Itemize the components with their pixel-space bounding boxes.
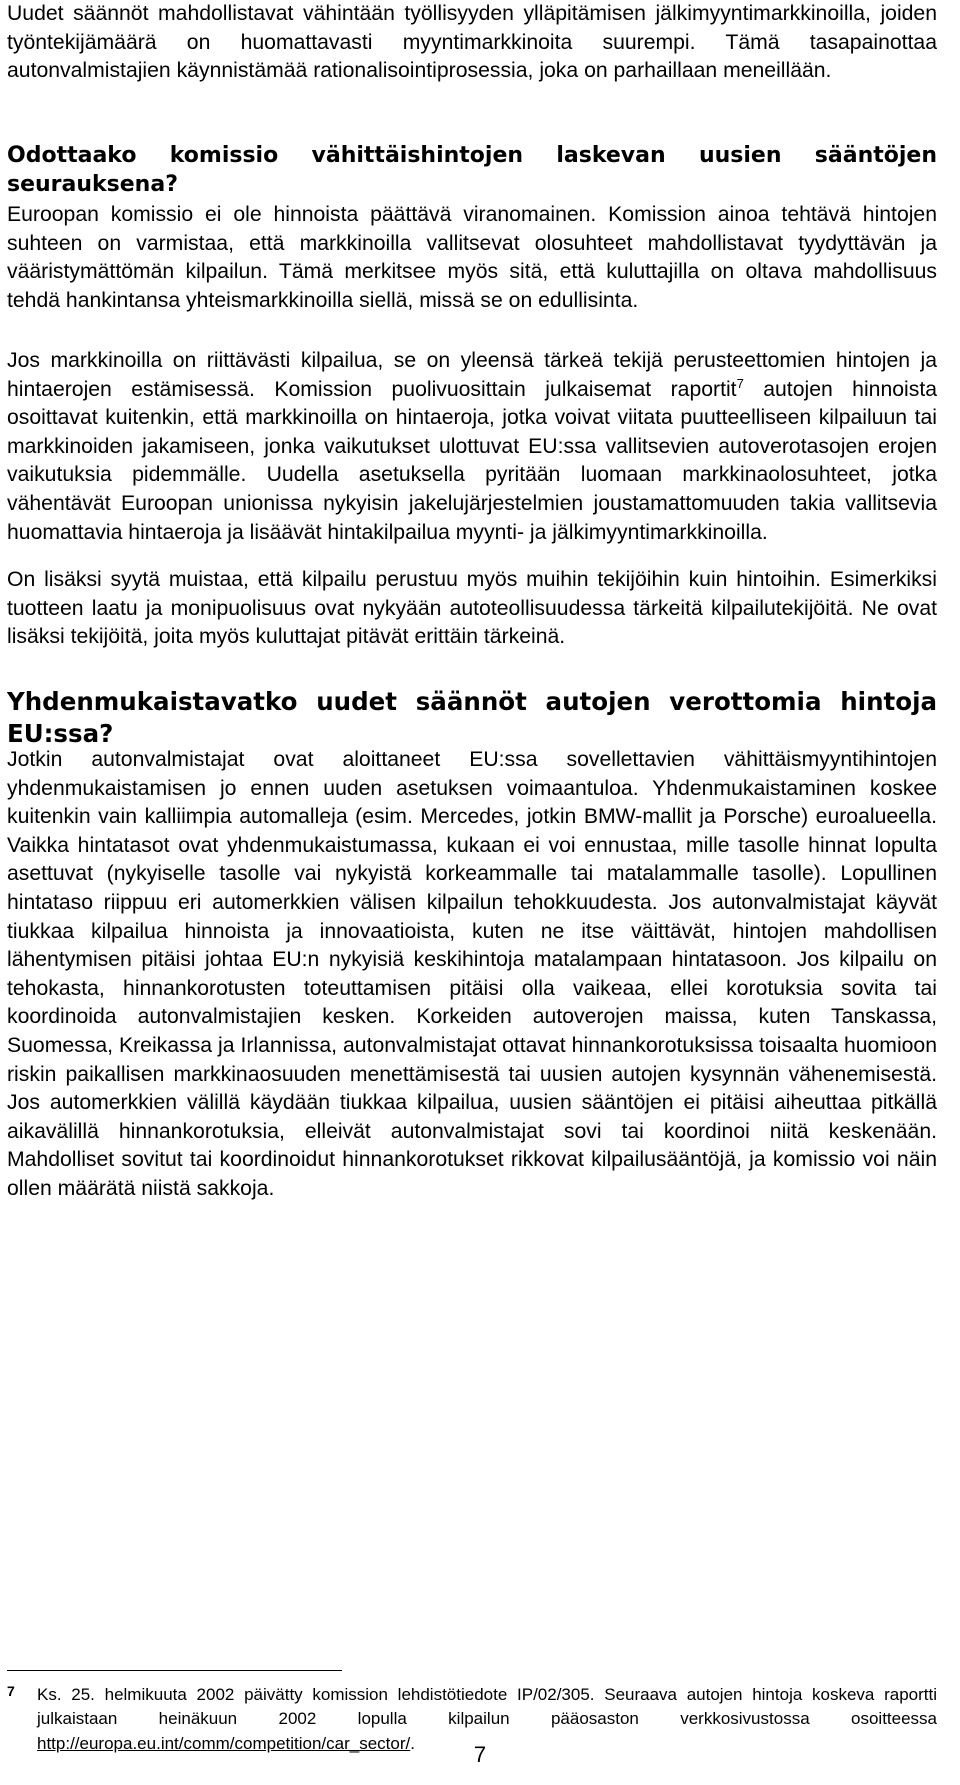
footnote-number: 7 bbox=[7, 1683, 15, 1699]
intro-paragraph: Uudet säännöt mahdollistavat vähintään työllisyyden ylläpitämisen jälkimyyntimarkkinoilla, joiden työntekijämäärä on huomattavasti myyntimarkkinoita suurempi. Tämä tasapainottaa autonvalmistajien käynnistämää rationalisointiprosessia, joka on parhaillaan meneillään. bbox=[7, 2, 937, 83]
question-heading-prices: Odottaako komissio vähittäishintojen laskevan uusien sääntöjen seurauksena? bbox=[7, 143, 937, 197]
question-heading-harmonisation: Yhdenmukaistavatko uudet säännöt autojen verottomia hintoja EU:ssa? bbox=[7, 687, 937, 748]
footnote-body: Ks. 25. helmikuuta 2002 päivätty komission lehdistötiedote IP/02/305. Seuraava autojen hintoja koskeva raportti julkaistaan heinäkuun 2002 lopulla kilpailun pääosaston verkkosivustossa osoitteessa bbox=[37, 1685, 937, 1729]
paragraph-price-differences-end: autojen hinnoista osoittavat kuitenkin, että markkinoilla on hintaeroja, jotka voivat viitata puutteelliseen kilpailuun tai markkinoiden jakamiseen, jonka vaikutukset ulottuvat EU:ssa vallitsevien autoverotasojen erojen vaikutuksia pidemmälle. Uudella asetuksella pyritään luomaan markkinaolosuhteet, jotka vähentävät Euroopan unionissa nykyisin jakelujärjestelmien joustamattomuuden takia vallitsevia huomattavia hintaeroja ja lisäävät hintakilpailua myynti- ja jälkimyyntimarkkinoilla. bbox=[7, 377, 937, 544]
page-number: 7 bbox=[473, 1742, 487, 1767]
footnote-reference: 7 bbox=[736, 375, 744, 391]
paragraph-commission-role: Euroopan komissio ei ole hinnoista päättävä viranomainen. Komission ainoa tehtävä hintojen suhteen on varmistaa, että markkinoilla vallitsevat olosuhteet mahdollistavat tyydyttävän ja vääristymättömän kilpailun. Tämä merkitsee myös sitä, että kuluttajilla on oltava mahdollisuus tehdä hankintansa yhteismarkkinoilla siellä, missä se on edullisinta. bbox=[7, 203, 937, 312]
footnote-divider bbox=[7, 1670, 342, 1671]
footnote-end: . bbox=[410, 1733, 415, 1753]
paragraph-harmonisation: Jotkin autonvalmistajat ovat aloittaneet EU:ssa sovellettavien vähittäismyyntihintojen yhdenmukaistamisen jo ennen uuden asetuksen voimaantuloa. Yhdenmukaistaminen koskee kuitenkin vain kalliimpia automalleja (esim. Mercedes, jotkin BMW-mallit ja Porsche) euroalueella. Vaikka hintatasot ovat yhdenmukaistumassa, kukaan ei voi ennustaa, mille tasolle hinnat lopulta asettuvat (nykyiselle tasolle vai nykyistä korkeammalle tai matalammalle tasolle). Lopullinen hintataso riippuu eri automerkkien välisen kilpailun tehokkuudesta. Jos autonvalmistajat käyvät tiukkaa kilpailua hinnoista ja innovaatioista, kuten ne itse väittävät, hintojen mahdollisen lähentymisen pitäisi johtaa EU:n nykyisiä keskihintoja matalampaan hintatasoon. Jos kilpailu on tehokasta, hinnankorotusten toteuttamisen pitäisi olla vaikeaa, ellei korotuksia sovita tai koordinoida autonvalmistajien kesken. Korkeiden autoverojen maissa, kuten Tanskassa, Suomessa, Kreikassa ja Irlannissa, autonvalmistajat ottavat hinnankorotuksissa toisaalta huomioon riskin paikallisen markkinaosuuden menettämisestä tai uusien autojen kysynnän vähenemisestä. Jos automerkkien välillä käydään tiukkaa kilpailua, uusien sääntöjen ei pitäisi aiheuttaa pitkällä aikavälillä hinnankorotuksia, elleivät autonvalmistajat sovi tai koordinoi niitä keskenään. Mahdolliset sovitut tai koordinoidut hinnankorotukset rikkovat kilpailusääntöjä, ja komissio voi näin ollen määrätä niistä sakkoja. bbox=[7, 748, 937, 1200]
paragraph-price-differences-start: Jos markkinoilla on riittävästi kilpailua, se on yleensä tärkeä tekijä perusteettomien hintojen ja hintaerojen estämisessä. Komission puolivuosittain julkaisemat raportit bbox=[7, 349, 937, 401]
paragraph-price-differences bbox=[7, 347, 937, 547]
paragraph-other-factors: On lisäksi syytä muistaa, että kilpailu perustuu myös muihin tekijöihin kuin hintoihin. Esimerkiksi tuotteen laatu ja monipuolisuus ovat nykyään autoteollisuudessa tärkeitä kilpailutekijöitä. Ne ovat lisäksi tekijöitä, joita myös kuluttajat pitävät erittäin tärkeinä. bbox=[7, 568, 937, 649]
footnote-link[interactable]: http://europa.eu.int/comm/competition/car_sector/ bbox=[37, 1733, 411, 1753]
